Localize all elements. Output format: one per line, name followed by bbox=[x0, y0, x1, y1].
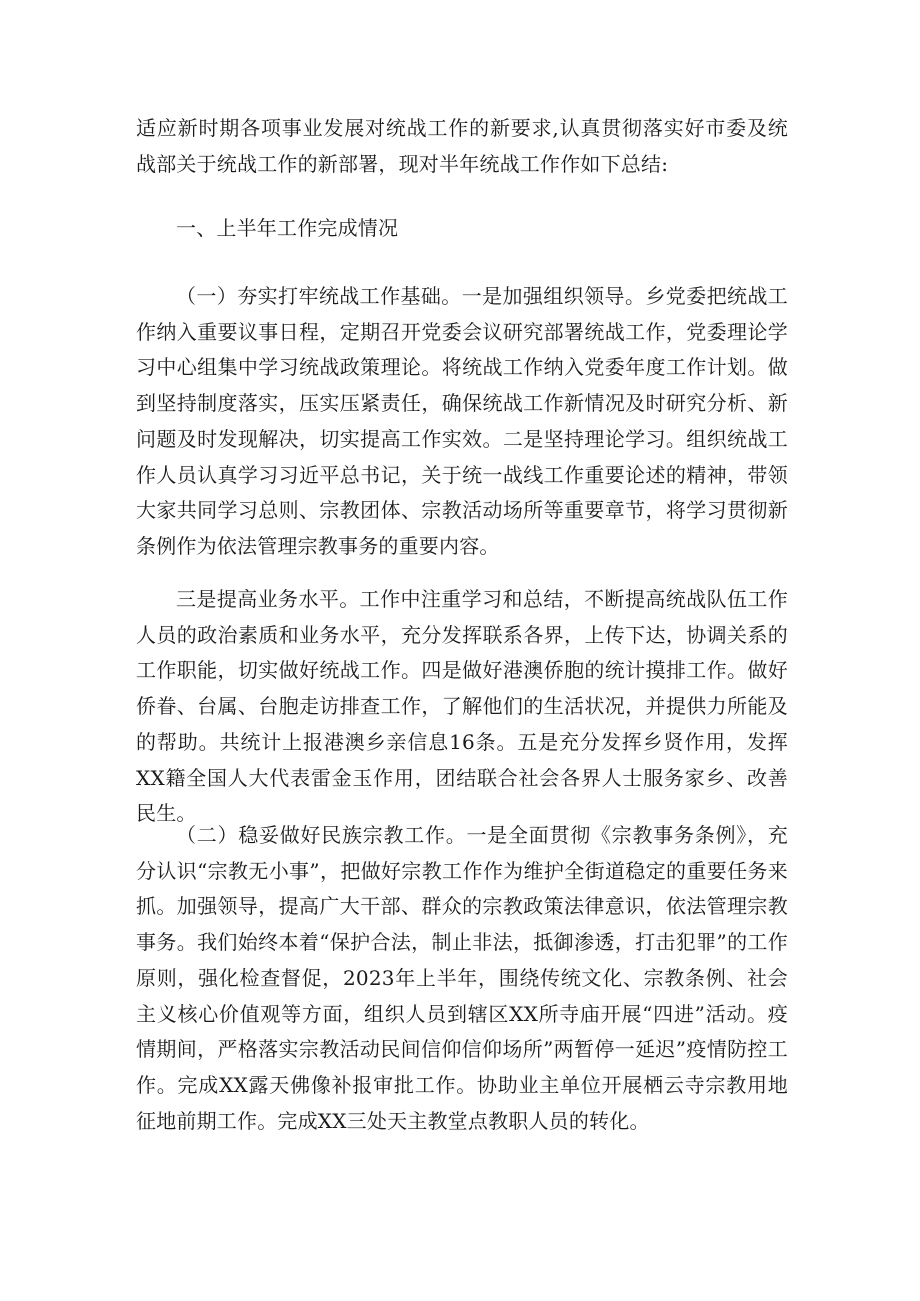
intro-paragraph: 适应新时期各项事业发展对统战工作的新要求,认真贯彻落实好市委及统战部关于统战工作的新部署，现对半年统战工作作如下总结: bbox=[136, 116, 788, 176]
section-heading: 一、上半年工作完成情况 bbox=[176, 216, 399, 240]
paragraph-business-level: 三是提高业务水平。工作中注重学习和总结，不断提高统战队伍工作人员的政治素质和业务水平，充分发挥联系各界，上传下达，协调关系的工作职能，切实做好统战工作。四是做好港澳侨胞的统计摸排工作。做好侨眷、台属、台胞走访排查工作，了解他们的生活状况，并提供力所能及的帮助。共统计上报港澳乡亲信息16条。五是充分发挥乡贤作用，发挥XX籍全国人大代表雷金玉作用，团结联合社会各界人士服务家乡、改善民生。 bbox=[136, 587, 788, 826]
paragraph-foundation: （一）夯实打牢统战工作基础。一是加强组织领导。乡党委把统战工作纳入重要议事日程，定期召开党委会议研究部署统战工作，党委理论学习中心组集中学习统战政策理论。将统战工作纳入党委年度工作计划。做到坚持制度落实，压实压紧责任，确保统战工作新情况及时研究分析、新问题及时发现解决，切实提高工作实效。二是坚持理论学习。组织统战工作人员认真学习习近平总书记，关于统一战线工作重要论述的精神，带领大家共同学习总则、宗教团体、宗教活动场所等重要章节，将学习贯彻新条例作为依法管理宗教事务的重要内容。 bbox=[136, 284, 788, 558]
paragraph-ethnic-religion: （二）稳妥做好民族宗教工作。一是全面贯彻《宗教事务条例》，充分认识“宗教无小事”，把做好宗教工作作为维护全街道稳定的重要任务来抓。加强领导，提高广大干部、群众的宗教政策法律意识，依法管理宗教事务。我们始终本着“保护合法，制止非法，抵御渗透，打击犯罪”的工作原则，强化检查督促，2023年上半年，围绕传统文化、宗教条例、社会主义核心价值观等方面，组织人员到辖区XX所寺庙开展“四进”活动。疫情期间，严格落实宗教活动民间信仰信仰场所”两暂停一延迟”疫情防控工作。完成XX露天佛像补报审批工作。协助业主单位开展栖云寺宗教用地征地前期工作。完成XX三处天主教堂点教职人员的转化。 bbox=[136, 823, 788, 1133]
